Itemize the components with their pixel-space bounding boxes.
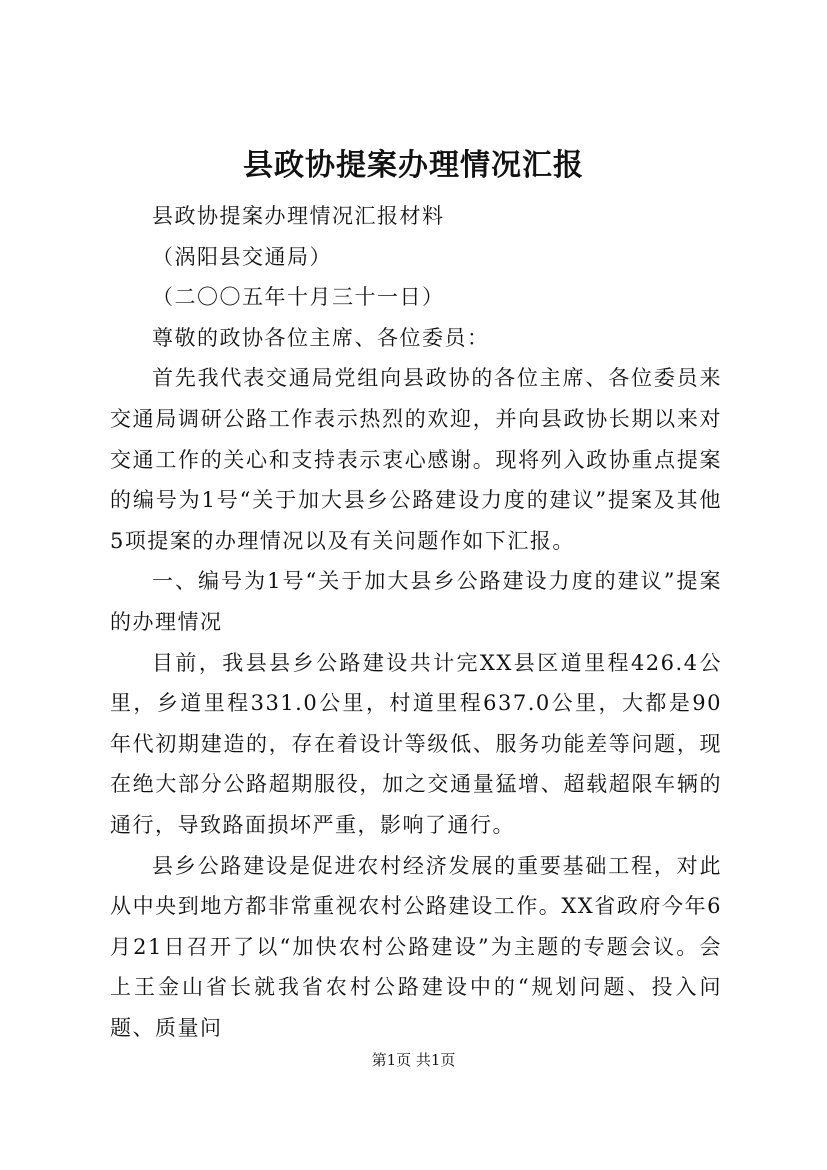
paragraph-importance: 县乡公路建设是促进农村经济发展的重要基础工程，对此从中央到地方都非常重视农村公路建设工作。XX省政府今年6月21日召开了以“加快农村公路建设”为主题的专题会议。会上王金山省长就我省农村公路建设中的“规划问题、投入问题、质量问 [110, 853, 722, 1040]
document-title: 县政协提案办理情况汇报 [243, 148, 584, 183]
paragraph-intro: 首先我代表交通局党组向县政协的各位主席、各位委员来交通局调研公路工作表示热烈的欢迎，并向县政协长期以来对交通工作的关心和支持表示衷心感谢。现将列入政协重点提案的编号为1号“关于加大县乡公路建设力度的建议”提案及其他5项提案的办理情况以及有关问题作如下汇报。 [110, 366, 722, 553]
paragraph-date: （二〇〇五年十月三十一日） [152, 285, 445, 310]
paragraph-subtitle: 县政协提案办理情况汇报材料 [152, 204, 445, 228]
document-body [110, 196, 722, 1048]
paragraph-section-heading: 一、编号为1号“关于加大县乡公路建设力度的建议”提案的办理情况 [110, 569, 722, 634]
page-footer: 第1页 共1页 [371, 1051, 456, 1069]
paragraph-issuer: （涡阳县交通局） [152, 244, 332, 269]
paragraph-salutation: 尊敬的政协各位主席、各位委员： [152, 325, 490, 350]
paragraph-current-status: 目前，我县县乡公路建设共计完XX县区道里程426.4公里，乡道里程331.0公里，村道里程637.0公里，大都是90年代初期建造的，存在着设计等级低、服务功能差等问题，现在绝大部分公路超期服役，加之交通量猛增、超载超限车辆的通行，导致路面损坏严重，影响了通行。 [110, 650, 722, 837]
